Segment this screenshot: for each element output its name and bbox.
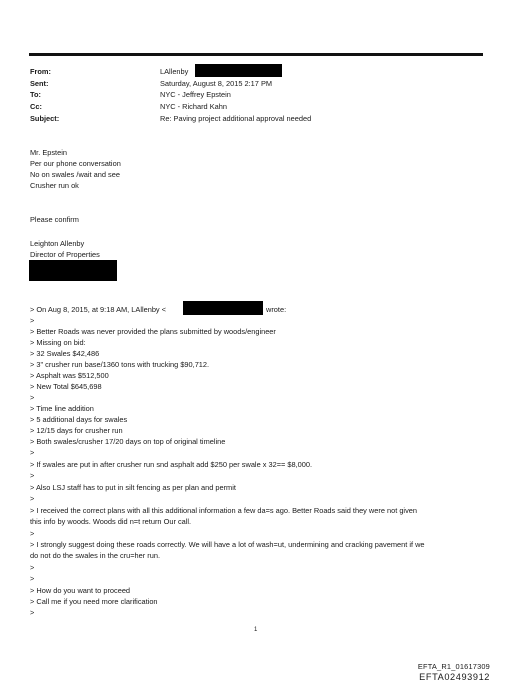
- cc-value: NYC - Richard Kahn: [160, 102, 227, 111]
- quoted-line: >: [30, 471, 35, 480]
- quoted-line: > Also LSJ staff has to put in silt fencing as per plan and permit: [30, 483, 236, 492]
- quoted-line: >: [30, 563, 35, 572]
- from-label: From:: [30, 67, 51, 76]
- signature-name: Leighton Allenby: [30, 239, 85, 248]
- redaction-from-email: [195, 64, 282, 77]
- quoted-line: > If swales are put in after crusher run snd asphalt add $250 per swale x 32== $8,000.: [30, 460, 313, 469]
- to-label: To:: [30, 90, 41, 99]
- sent-label: Sent:: [30, 79, 49, 88]
- bates-number-primary: EFTA_R1_01617309: [417, 662, 490, 671]
- quoted-line: > 5 additional days for swales: [30, 415, 128, 424]
- redaction-quoted-email: [183, 301, 263, 315]
- subject-value: Re: Paving project additional approval needed: [160, 114, 312, 123]
- quoted-line: > Asphalt was $512,500: [30, 371, 109, 380]
- body-line: Please confirm: [30, 215, 79, 224]
- quoted-line: > 3" crusher run base/1360 tons with trucking $90,712.: [30, 360, 210, 369]
- quoted-line: >: [30, 494, 35, 503]
- quoted-line: > Both swales/crusher 17/20 days on top of original timeline: [30, 437, 226, 446]
- body-line: Crusher run ok: [30, 181, 79, 190]
- quoted-line: >: [30, 316, 35, 325]
- quoted-line: > Call me if you need more clarification: [30, 597, 158, 606]
- body-line: Per our phone conversation: [30, 159, 121, 168]
- quoted-line: >: [30, 529, 35, 538]
- body-salutation: Mr. Epstein: [30, 148, 67, 157]
- quoted-line: > 32 Swales $42,486: [30, 349, 100, 358]
- quoted-line: > 12/15 days for crusher run: [30, 426, 123, 435]
- quoted-line: >: [30, 574, 35, 583]
- quoted-line: > Missing on bid:: [30, 338, 86, 347]
- quoted-line: > Better Roads was never provided the plans submitted by woods/engineer: [30, 327, 276, 336]
- quoted-header-prefix: > On Aug 8, 2015, at 9:18 AM, LAllenby <: [30, 305, 167, 314]
- to-value: NYC - Jeffrey Epstein: [160, 90, 231, 99]
- header-divider: [29, 53, 483, 56]
- sent-value: Saturday, August 8, 2015 2:17 PM: [160, 79, 273, 88]
- quoted-line: > How do you want to proceed: [30, 586, 131, 595]
- quoted-line: do not do the swales in the cru=her run.: [30, 551, 161, 560]
- quoted-line: > New Total $645,698: [30, 382, 102, 391]
- from-value: LAllenby: [160, 67, 189, 76]
- page-number: 1: [254, 627, 258, 633]
- cc-label: Cc:: [30, 102, 42, 111]
- signature-title: Director of Properties: [30, 250, 100, 259]
- quoted-line: > Time line addition: [30, 404, 94, 413]
- quoted-line: >: [30, 608, 35, 617]
- quoted-line: > I received the correct plans with all this additional information a few da=s ago. Better Roads said they were not given: [30, 506, 417, 515]
- redaction-signature: [29, 260, 117, 281]
- quoted-header-wrote: wrote:: [266, 305, 287, 314]
- body-line: No on swales /wait and see: [30, 170, 120, 179]
- quoted-line: > I strongly suggest doing these roads correctly. We will have a lot of wash=ut, undermining and cracking pavement if we: [30, 540, 425, 549]
- quoted-line: this info by woods. Woods did n=t return Our call.: [30, 517, 192, 526]
- quoted-line: >: [30, 448, 35, 457]
- subject-label: Subject:: [30, 114, 60, 123]
- quoted-line: >: [30, 393, 35, 402]
- bates-number-secondary: EFTA02493912: [419, 672, 490, 682]
